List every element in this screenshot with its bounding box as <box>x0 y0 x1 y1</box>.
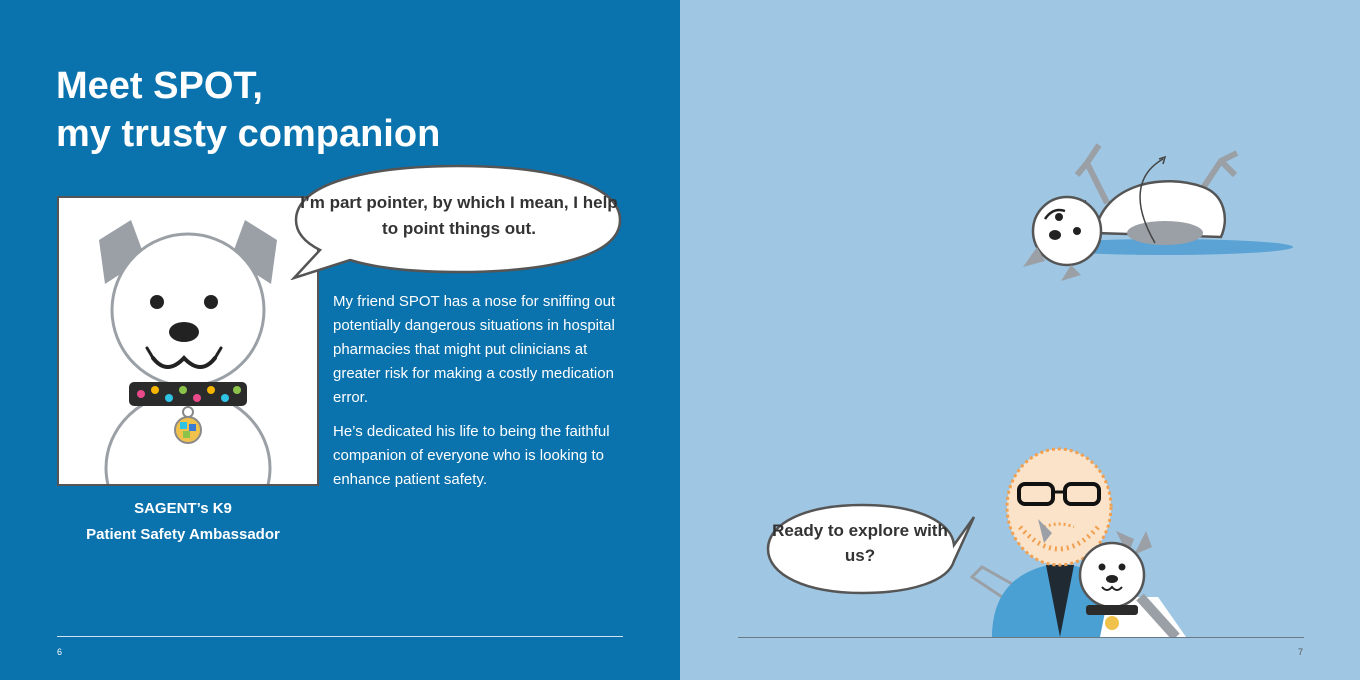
page-number-right: 7 <box>1298 647 1304 657</box>
page-number-left: 6 <box>57 647 63 657</box>
dog-portrait-icon <box>59 198 317 484</box>
rolling-dog-icon <box>1015 135 1295 285</box>
title-line-2: my trusty companion <box>56 113 441 155</box>
right-page <box>680 0 1360 680</box>
intro-paragraph-2: He’s dedicated his life to being the faithful companion of everyone who is looking to enhance patient safety. <box>333 423 610 488</box>
page-title-left <box>56 62 440 158</box>
portrait-caption <box>57 496 309 548</box>
title-line-1: Meet SPOT, <box>56 65 263 107</box>
footer-rule-left <box>57 636 623 637</box>
man-with-dog-icon <box>962 447 1232 637</box>
intro-paragraph-1: My friend SPOT has a nose for sniffing out potentially dangerous situations in hospital pharmacies that might put clinicians at greater risk for making a costly medication error. <box>333 293 616 406</box>
spot-portrait-frame <box>57 196 319 486</box>
caption-line-1: SAGENT’s K9 <box>134 500 232 517</box>
caption-line-2: Patient Safety Ambassador <box>86 526 280 543</box>
footer-rule-right <box>738 637 1304 638</box>
intro-body <box>333 290 633 502</box>
speech-bubble-text: I’m part pointer, by which I mean, I help to point things out. <box>300 193 618 238</box>
speech-bubble-text-right: Ready to explore with us? <box>772 521 948 565</box>
